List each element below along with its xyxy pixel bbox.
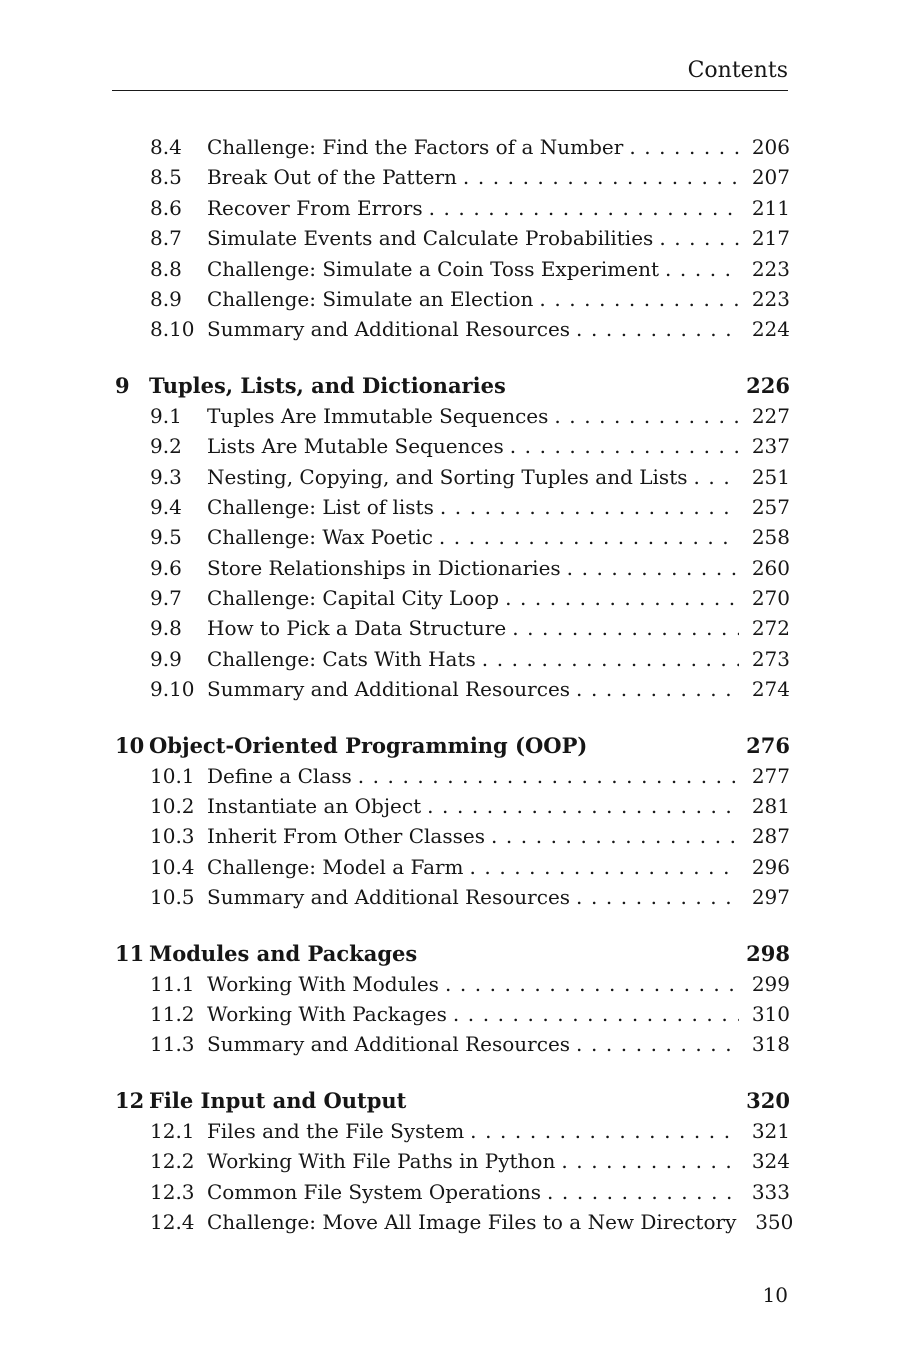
dot-leader	[439, 522, 739, 552]
toc-entry-row	[112, 492, 790, 522]
section-page-number: 310	[751, 1001, 790, 1026]
section-title: Nesting, Copying, and Sorting Tuples and Lists	[207, 464, 688, 489]
section-page-number: 270	[751, 586, 790, 611]
chapter-title: Tuples, Lists, and Dictionaries	[149, 372, 506, 398]
dot-leader	[576, 314, 739, 344]
section-number: 8.8	[150, 256, 182, 281]
section-title: Common File System Operations	[207, 1179, 542, 1204]
dot-leader	[440, 492, 739, 522]
section-page-number: 251	[751, 464, 790, 489]
section-title: Challenge: Capital City Loop	[207, 586, 500, 611]
section-title: Lists Are Mutable Sequences	[207, 434, 504, 459]
section-number: 12.3	[150, 1179, 195, 1204]
chapter-title: Object-Oriented Programming (OOP)	[149, 732, 588, 758]
section-page-number: 277	[751, 763, 790, 788]
section-number: 12.2	[150, 1149, 195, 1174]
section-title: Challenge: Simulate a Coin Toss Experiment	[207, 256, 660, 281]
chapter-page-number: 276	[746, 732, 790, 758]
chapter-page-number: 320	[746, 1087, 790, 1113]
section-title: Break Out of the Pattern	[207, 165, 457, 190]
section-number: 8.6	[150, 195, 182, 220]
section-page-number: 257	[751, 494, 790, 519]
section-number: 11.2	[150, 1001, 195, 1026]
section-number: 11.3	[150, 1032, 195, 1057]
chapter-heading-row	[112, 938, 790, 969]
dot-leader	[427, 791, 739, 821]
section-page-number: 321	[751, 1118, 790, 1143]
dot-leader	[470, 1116, 739, 1146]
chapter-number: 12	[115, 1087, 145, 1113]
section-title: Simulate Events and Calculate Probabilities	[207, 226, 654, 251]
dot-leader	[510, 431, 739, 461]
dot-leader	[491, 821, 739, 851]
section-number: 10.4	[150, 854, 195, 879]
section-page-number: 318	[751, 1032, 790, 1057]
toc-entry-row	[112, 132, 790, 162]
toc-entry-row	[112, 314, 790, 344]
section-title: Challenge: Model a Farm	[207, 854, 464, 879]
section-page-number: 287	[751, 824, 790, 849]
chapter-heading-row	[112, 1085, 790, 1116]
toc-entry-row	[112, 761, 790, 791]
toc-entry-row	[112, 431, 790, 461]
section-page-number: 211	[751, 195, 790, 220]
section-title: Working With Modules	[207, 971, 439, 996]
dot-leader	[561, 1146, 739, 1176]
dot-leader	[453, 999, 739, 1029]
section-number: 9.9	[150, 646, 182, 671]
section-page-number: 274	[751, 677, 790, 702]
chapter-title: File Input and Output	[149, 1087, 407, 1113]
section-page-number: 296	[751, 854, 790, 879]
section-title: Summary and Additional Resources	[207, 317, 571, 342]
section-page-number: 224	[751, 317, 790, 342]
dot-leader	[445, 969, 739, 999]
section-number: 11.1	[150, 971, 195, 996]
dot-leader	[470, 852, 739, 882]
section-number: 9.2	[150, 434, 182, 459]
toc-entry-row	[112, 613, 790, 643]
section-number: 9.5	[150, 525, 182, 550]
toc-entry-row	[112, 1207, 794, 1237]
dot-leader	[629, 132, 739, 162]
toc-entry-row	[112, 553, 790, 583]
page-number: 10	[762, 1283, 788, 1307]
header-rule	[112, 90, 788, 91]
section-title: Challenge: Move All Image Files to a New Directory	[207, 1209, 737, 1234]
section-number: 12.1	[150, 1118, 195, 1143]
section-number: 8.9	[150, 286, 182, 311]
section-number: 9.7	[150, 586, 182, 611]
dot-leader	[547, 1177, 739, 1207]
section-number: 8.4	[150, 135, 182, 159]
section-title: Challenge: Cats With Hats	[207, 646, 476, 671]
toc-entry-row	[112, 1029, 790, 1059]
section-page-number: 258	[751, 525, 790, 550]
section-number: 12.4	[150, 1209, 195, 1234]
section-number: 10.5	[150, 885, 195, 910]
section-page-number: 217	[751, 226, 790, 251]
dot-leader	[665, 254, 739, 284]
section-page-number: 281	[751, 794, 790, 819]
section-page-number: 223	[751, 286, 790, 311]
dot-leader	[463, 162, 739, 192]
section-number: 9.1	[150, 403, 182, 428]
section-number: 9.3	[150, 464, 182, 489]
chapter-number: 10	[115, 732, 145, 758]
chapter-page-number: 226	[746, 372, 790, 398]
section-number: 9.4	[150, 494, 182, 519]
running-head: Contents	[687, 58, 788, 83]
chapter-heading-row	[112, 730, 790, 761]
section-number: 10.3	[150, 824, 195, 849]
section-title: Store Relationships in Dictionaries	[207, 555, 561, 580]
section-title: Summary and Additional Resources	[207, 885, 571, 910]
dot-leader	[505, 583, 739, 613]
chapter-heading-row	[112, 370, 790, 401]
section-title: Working With File Paths in Python	[207, 1149, 556, 1174]
section-title: Tuples Are Immutable Sequences	[207, 403, 549, 428]
section-number: 8.5	[150, 165, 182, 190]
toc-entry-row	[112, 1146, 790, 1176]
section-page-number: 260	[751, 555, 790, 580]
section-title: How to Pick a Data Structure	[207, 616, 507, 641]
toc-entry-row	[112, 674, 790, 704]
toc-entry-row	[112, 999, 790, 1029]
toc-entry-row	[112, 1177, 790, 1207]
section-number: 9.8	[150, 616, 182, 641]
toc-entry-row	[112, 401, 790, 431]
toc-entry-row	[112, 583, 790, 613]
dot-leader	[482, 644, 739, 674]
dot-leader	[358, 761, 739, 791]
toc-entry-row	[112, 193, 790, 223]
toc-entry-row	[112, 162, 790, 192]
dot-leader	[567, 553, 739, 583]
toc-entry-row	[112, 1116, 790, 1146]
section-number: 9.6	[150, 555, 182, 580]
section-title: Inherit From Other Classes	[207, 824, 485, 849]
section-title: Instantiate an Object	[207, 794, 422, 819]
section-page-number: 333	[751, 1179, 790, 1204]
toc-entry-row	[112, 254, 790, 284]
chapter-number: 11	[115, 940, 145, 966]
section-page-number: 272	[751, 616, 790, 641]
toc-entry-row	[112, 644, 790, 674]
chapter-page-number: 298	[746, 940, 790, 966]
section-title: Define a Class	[207, 763, 352, 788]
toc-entry-row	[112, 969, 790, 999]
section-number: 8.10	[150, 317, 195, 342]
table-of-contents	[112, 132, 794, 1237]
section-page-number: 299	[751, 971, 790, 996]
toc-entry-row	[112, 284, 790, 314]
section-page-number: 223	[751, 256, 790, 281]
section-page-number: 237	[751, 434, 790, 459]
dot-leader	[576, 882, 739, 912]
section-number: 10.1	[150, 763, 195, 788]
dot-leader	[694, 462, 740, 492]
section-title: Challenge: Wax Poetic	[207, 525, 433, 550]
dot-leader	[659, 223, 739, 253]
section-number: 9.10	[150, 677, 195, 702]
toc-entry-row	[112, 882, 790, 912]
section-page-number: 324	[751, 1149, 790, 1174]
section-title: Challenge: List of lists	[207, 494, 434, 519]
section-title: Challenge: Find the Factors of a Number	[207, 135, 624, 159]
toc-entry-row	[112, 821, 790, 851]
section-page-number: 207	[751, 165, 790, 190]
dot-leader	[429, 193, 739, 223]
dot-leader	[576, 674, 739, 704]
toc-entry-row	[112, 852, 790, 882]
section-title: Summary and Additional Resources	[207, 1032, 571, 1057]
dot-leader	[512, 613, 739, 643]
dot-leader	[539, 284, 739, 314]
toc-entry-row	[112, 462, 790, 492]
chapter-title: Modules and Packages	[149, 940, 418, 966]
dot-leader	[576, 1029, 739, 1059]
section-number: 8.7	[150, 226, 182, 251]
section-number: 10.2	[150, 794, 195, 819]
section-title: Summary and Additional Resources	[207, 677, 571, 702]
section-page-number: 206	[751, 135, 790, 159]
toc-entry-row	[112, 223, 790, 253]
section-title: Recover From Errors	[207, 195, 423, 220]
section-page-number: 297	[751, 885, 790, 910]
section-title: Working With Packages	[207, 1001, 447, 1026]
toc-entry-row	[112, 791, 790, 821]
section-page-number: 227	[751, 403, 790, 428]
section-page-number: 350	[755, 1209, 794, 1234]
section-page-number: 273	[751, 646, 790, 671]
toc-entry-row	[112, 522, 790, 552]
dot-leader	[554, 401, 739, 431]
section-title: Challenge: Simulate an Election	[207, 286, 534, 311]
chapter-number: 9	[115, 372, 130, 398]
section-title: Files and the File System	[207, 1118, 465, 1143]
